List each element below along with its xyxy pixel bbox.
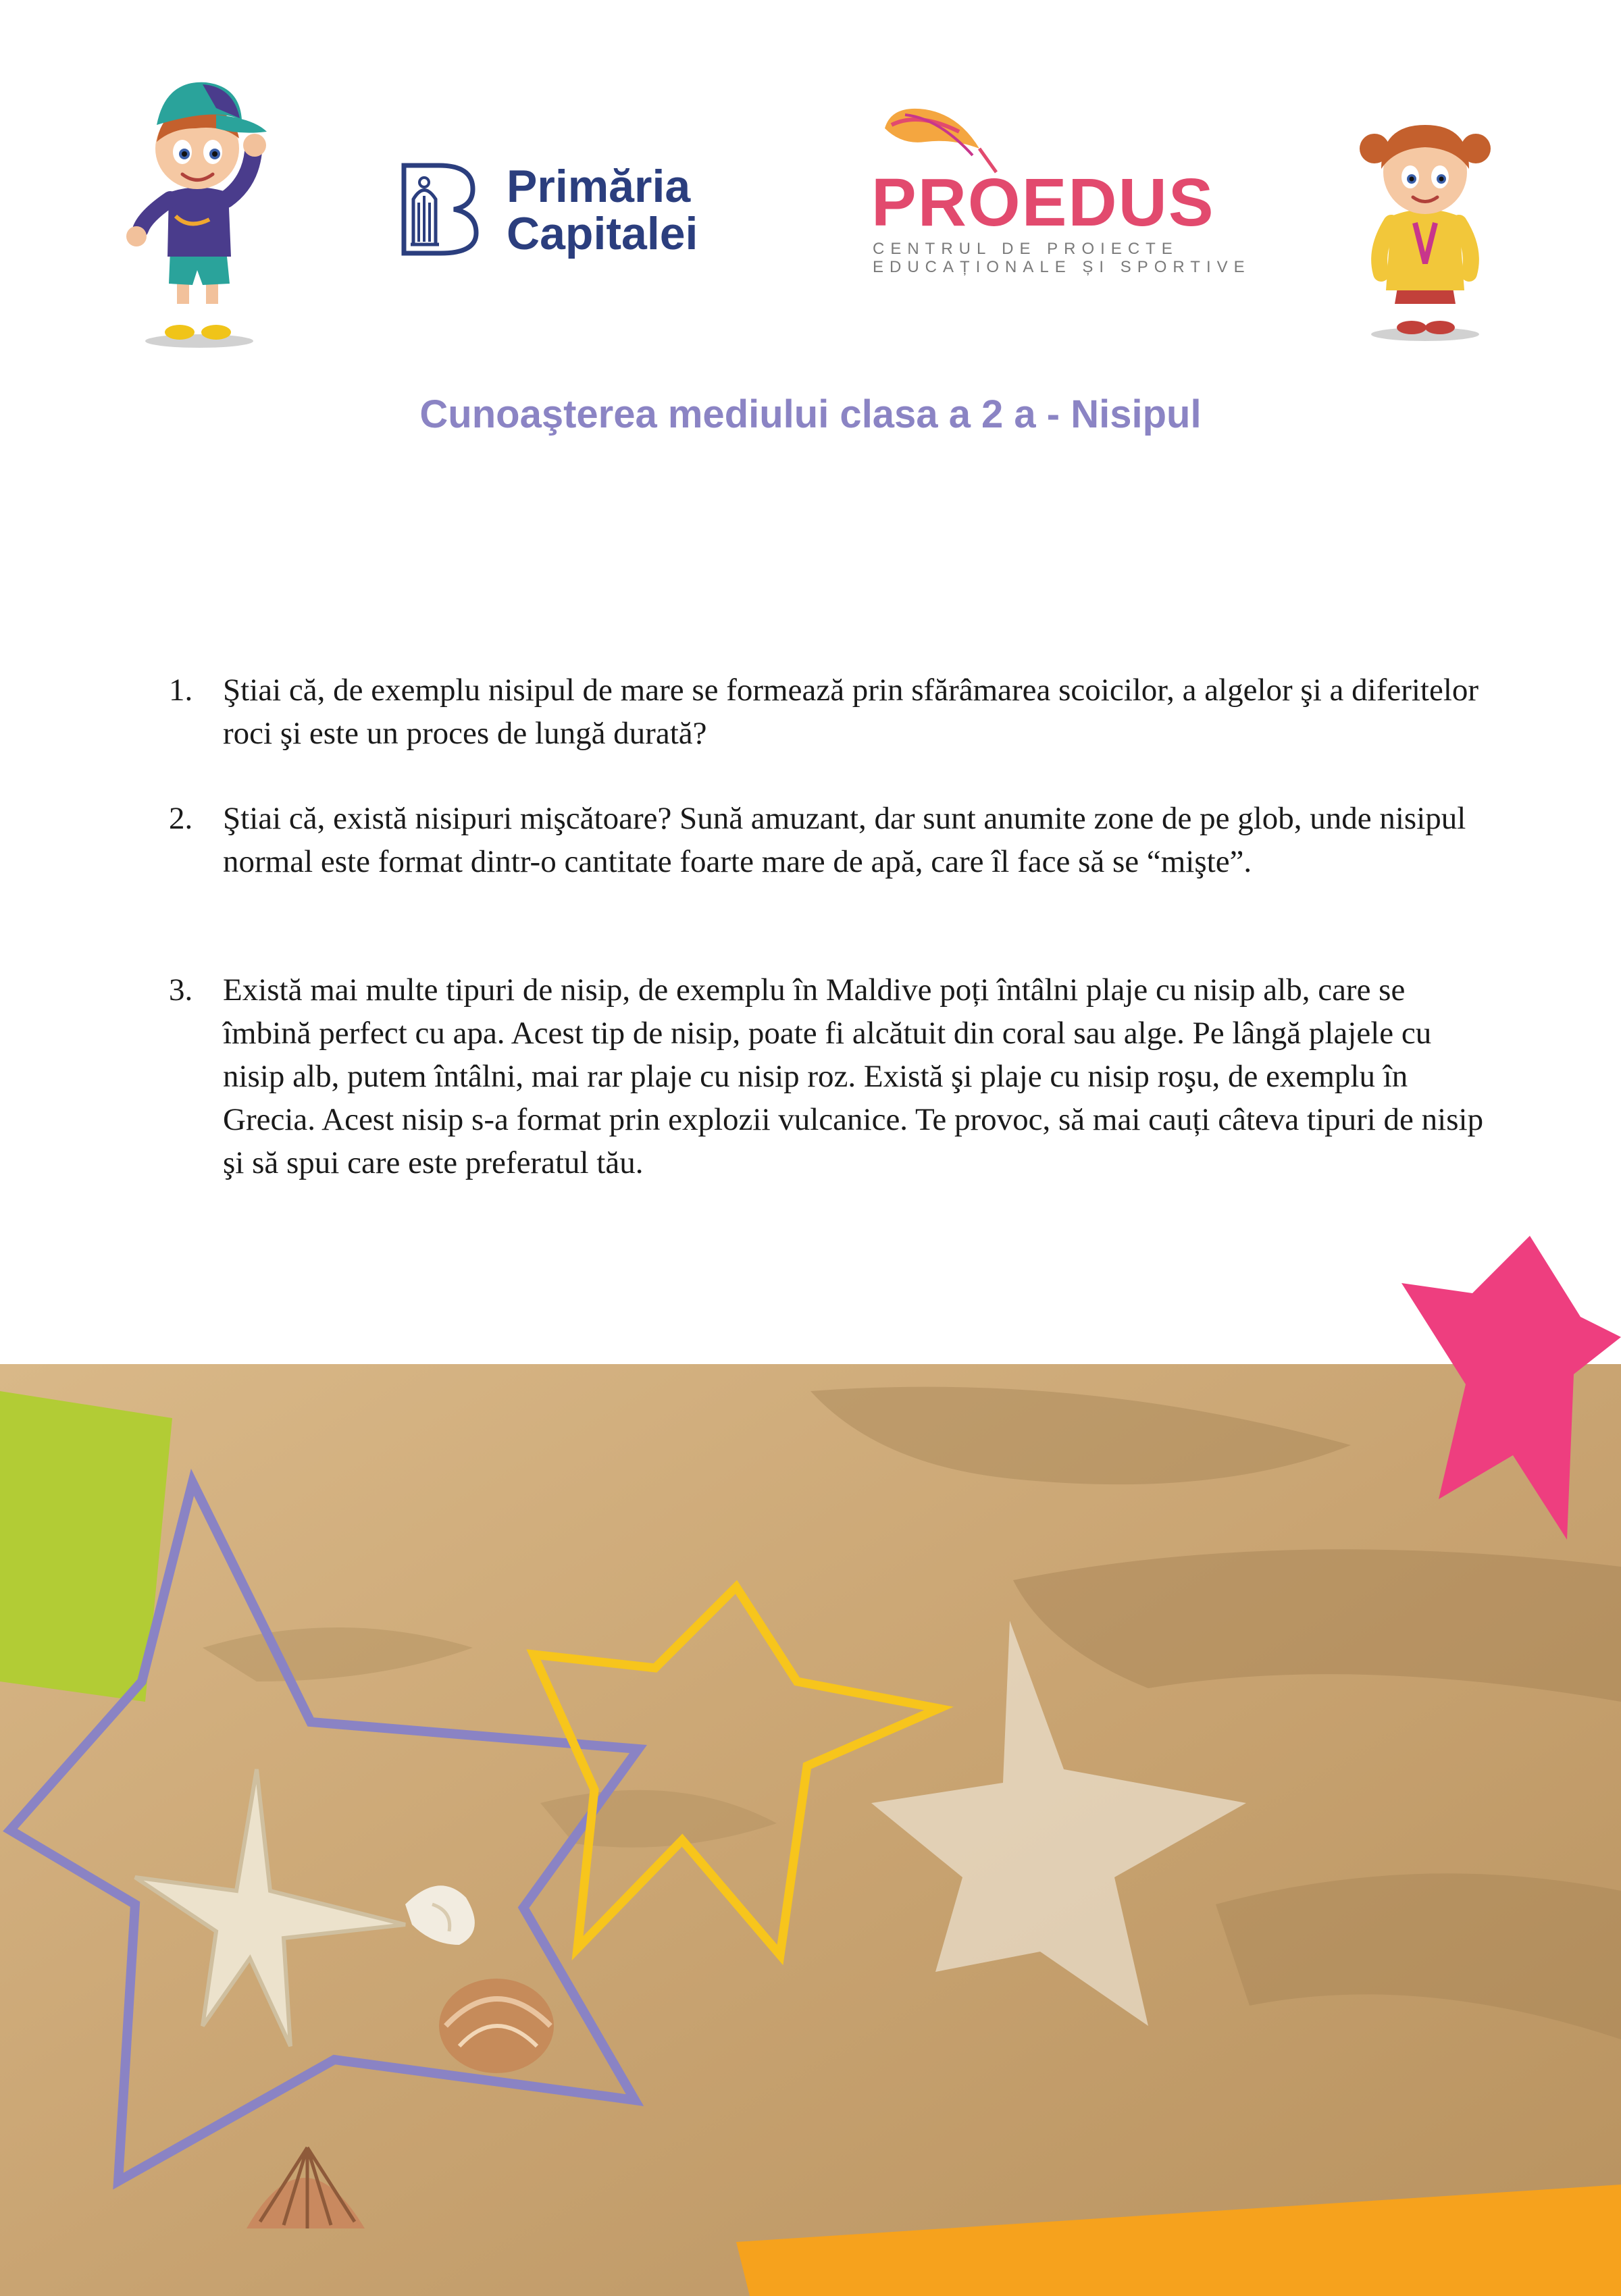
sand-beach-illustration: [0, 1364, 1621, 2296]
page-header: [0, 0, 1621, 365]
fact-number: 2.: [169, 801, 193, 836]
fact-item-2: [169, 797, 1486, 883]
fact-number: 1.: [169, 673, 193, 708]
primaria-text-line1: Primăria: [507, 161, 691, 212]
sand-background: [0, 1364, 1621, 2296]
pink-star-shape: [1385, 1229, 1621, 1540]
proedus-logo: [871, 101, 1251, 276]
clam-shell-icon: [439, 1979, 554, 2073]
primaria-building-icon: [398, 162, 480, 257]
proedus-subtitle-line2: EDUCAȚIONALE ȘI SPORTIVE: [873, 258, 1251, 276]
boy-mascot-illustration: [115, 68, 277, 351]
girl-mascot-illustration: [1344, 101, 1506, 344]
fact-item-3: [169, 968, 1486, 1184]
fact-text: Există mai multe tipuri de nisip, de exemplu în Maldive poți întâlni plaje cu nisip alb, care se îmbină perfect cu apa. Acest tip de nisip, poate fi alcătuit din coral sau alge. Pe lângă plajele cu nisip alb, putem întâlni, mai rar plaje cu nisip roz. Există şi plaje cu nisip roşu, de exemplu în Grecia. Acest nisip s-a format prin explozii vulcanice. Te provoc, să mai cauți câteva tipuri de nisip şi să spui care este preferatul tău.: [223, 972, 1484, 1180]
primaria-capitalei-logo: [398, 162, 736, 263]
proedus-subtitle-line1: CENTRUL DE PROIECTE: [873, 240, 1179, 258]
fact-text: Ştiai că, de exemplu nisipul de mare se formează prin sfărâmarea scoicilor, a algelor şi a diferitelor roci şi este un proces de lungă durată?: [223, 673, 1479, 751]
fact-item-1: [169, 669, 1486, 755]
page-title: Cunoaşterea mediului clasa a 2 a - Nisipul: [419, 392, 1202, 436]
fact-text: Ştiai că, există nisipuri mişcătoare? Sună amuzant, dar sunt anumite zone de pe glob, unde nisipul normal este format dintr-o cantitate foarte mare de apă, care îl face să se “mişte”.: [223, 801, 1466, 879]
primaria-text-line2: Capitalei: [507, 208, 698, 259]
fact-number: 3.: [169, 972, 193, 1008]
facts-list: [169, 669, 1486, 1184]
proedus-wordmark: PROEDUS: [871, 165, 1215, 240]
